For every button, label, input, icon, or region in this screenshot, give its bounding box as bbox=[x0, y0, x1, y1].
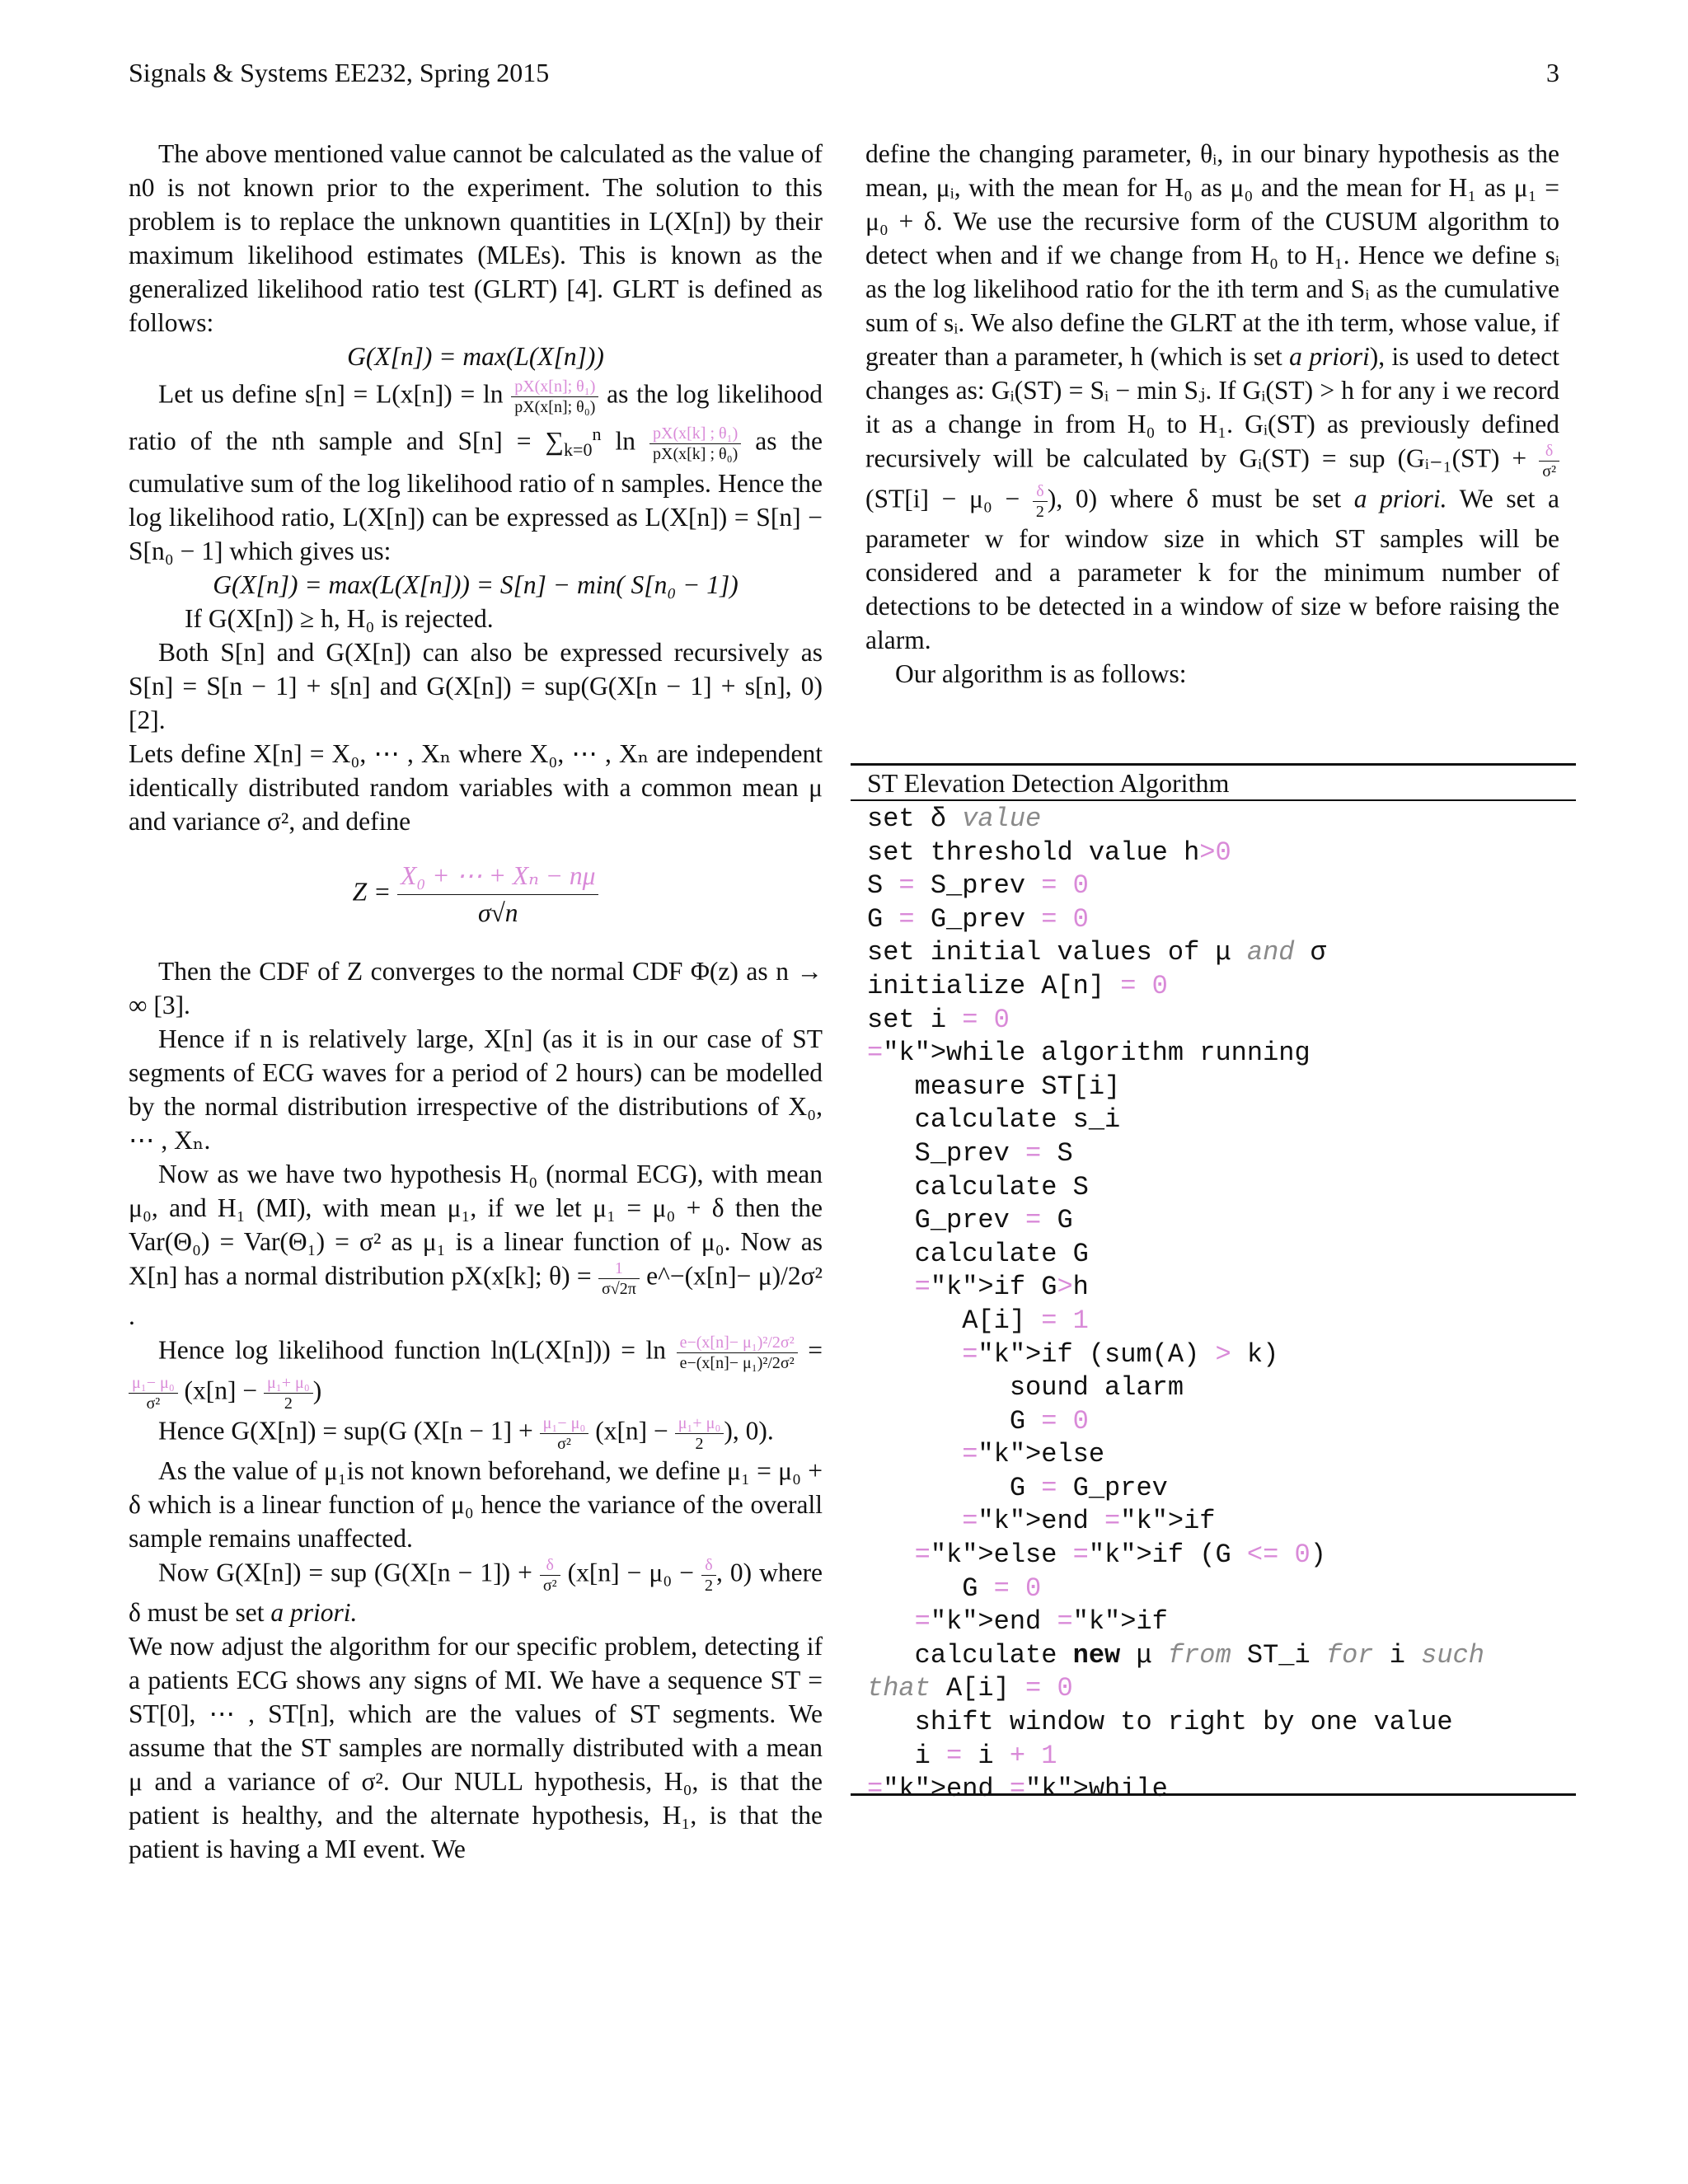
running-header: Signals & Systems EE232, Spring 2015 bbox=[129, 58, 550, 87]
denominator: 2 bbox=[705, 1576, 713, 1595]
paragraph: Both S[n] and G(X[n]) can also be expressed recursively as S[n] = S[n − 1] + s[n] and G(X[n]) = sup(G(X[n − 1] + s[n], 0) [2]. bbox=[129, 637, 823, 734]
code-line: ="k">else bbox=[962, 1439, 1105, 1470]
fraction bbox=[1539, 441, 1559, 481]
code-line: that A[i] = 0 bbox=[867, 1673, 1073, 1704]
denominator: pX(x[k] ; θ₀) bbox=[653, 444, 738, 463]
numerator: δ bbox=[1539, 441, 1559, 462]
denominator: σ² bbox=[557, 1434, 571, 1453]
fraction bbox=[264, 1373, 313, 1413]
text: , 0) where δ must be set bbox=[129, 1558, 823, 1627]
paragraph: The above mentioned value cannot be calculated as the value of n0 is not known prior to the experiment. The solution to this problem is to replace the unknown quantities in L(X[n]) by their maximum likelihood estimates (MLEs). This is known as the generalized likelihood ratio test (GLRT) [4]. GLRT is defined as follows: bbox=[129, 139, 823, 337]
sum-lower: k=0 bbox=[563, 438, 593, 460]
text: Hence log likelihood function ln(L(X[n])) = bbox=[158, 1335, 636, 1365]
code-line: G = 0 bbox=[867, 1572, 1042, 1604]
text: define the changing parameter, θᵢ, in our binary hypothesis as the mean, μᵢ, with the mean for H₀ as μ₀ and the mean for H₁ as μ₁ = μ₀ + δ. We use the recursive form of the CUSUM algorithm to detect when and if we change from H₀ to H₁. Hence we define sᵢ as the log likelihood ratio for the ith term and Sᵢ as the cumulative sum of sᵢ. We also define the GLRT at the ith term, whose value, if greater than a parameter, h (which is set bbox=[865, 139, 1559, 371]
code-line: sound alarm bbox=[867, 1372, 1184, 1404]
numerator: δ bbox=[540, 1555, 560, 1576]
algorithm-bottom-rule bbox=[851, 1793, 1576, 1796]
text: ), is used to detect changes as: Gᵢ(ST) = Sᵢ − min Sⱼ. If Gᵢ(ST) > h for any i we record it as a change in from H₀ to H₁. Gᵢ(ST) as previously defined recursively will be calculated by Gᵢ(ST) = sup (Gᵢ₋₁(ST) + bbox=[865, 342, 1559, 473]
code-line: G = G_prev bbox=[867, 1472, 1168, 1503]
code-line: ="k">if (sum(A) > k) bbox=[962, 1338, 1279, 1370]
algorithm-top-rule bbox=[851, 763, 1576, 766]
denominator: σ√n bbox=[477, 898, 518, 927]
code-line: ="k">end ="k">if bbox=[962, 1506, 1216, 1537]
numerator: μ₁+ μ₀ bbox=[675, 1413, 724, 1434]
fraction bbox=[540, 1413, 589, 1454]
text: Now as we have two hypothesis H₀ (normal ECG), with mean μ₀, and H₁ (MI), with mean μ₁, if we let μ₁ = μ₀ + δ then the Var(Θ₀) = Var(Θ₁) = σ² as μ₁ is a linear function of μ₀. Now as X[n] has a normal distribution pX(x[k]; θ) = bbox=[129, 1159, 823, 1291]
text: (x[n] − bbox=[184, 1376, 258, 1405]
code-line: ="k">else ="k">if (G <= 0) bbox=[914, 1540, 1326, 1571]
text: (ST[i] − μ₀ − bbox=[865, 484, 1020, 513]
code-line: G_prev = G bbox=[867, 1205, 1073, 1236]
numerator: μ₁+ μ₀ bbox=[264, 1373, 313, 1394]
paragraph: Hence log likelihood function ln(L(X[n])) = ln $\frac{\text{e−(x[n]− μ₁)²/2σ²}}{\text{e−(x[n]− μ₁)²/2σ²}}$ = $\frac{\text{μ₁− μ₀}}{\text{σ²}}$ (x[n] − $\frac{\text{μ₁+ μ₀}}{2}$ ) bbox=[129, 1333, 823, 1413]
algorithm-title: ST Elevation Detection Algorithm bbox=[867, 768, 1230, 798]
numerator: μ₁− μ₀ bbox=[540, 1413, 589, 1434]
denominator: σ² bbox=[146, 1394, 161, 1413]
fraction bbox=[1033, 481, 1048, 522]
code-line: calculate new μ from ST_i for i such bbox=[867, 1639, 1484, 1671]
paragraph bbox=[865, 137, 1559, 657]
text: (x[n] − bbox=[595, 1416, 668, 1446]
text: ), 0) where δ must be set bbox=[1047, 484, 1342, 513]
code-line: ="k">end ="k">if bbox=[914, 1606, 1168, 1638]
code-line: calculate s_i bbox=[867, 1104, 1121, 1136]
right-column bbox=[865, 137, 1559, 691]
code-line: set i = 0 bbox=[867, 1004, 1010, 1035]
left-column bbox=[129, 137, 823, 1866]
italic-text: a priori. bbox=[1353, 484, 1447, 513]
numerator: μ₁− μ₀ bbox=[129, 1373, 178, 1394]
text: (x[n] − μ₀ − bbox=[567, 1558, 694, 1587]
code-line: shift window to right by one value bbox=[867, 1707, 1453, 1738]
text: ln bbox=[645, 1335, 667, 1365]
paragraph bbox=[129, 1555, 823, 1629]
sum-upper: n bbox=[592, 424, 602, 444]
code-line: calculate G bbox=[867, 1238, 1089, 1269]
page-number: 3 bbox=[1546, 58, 1559, 87]
italic-text: a priori. bbox=[270, 1597, 358, 1627]
numerator: e−(x[n]− μ₁)²/2σ² bbox=[677, 1333, 798, 1353]
code-line: ="k">if G>h bbox=[914, 1272, 1089, 1303]
fraction bbox=[677, 1333, 798, 1373]
text: Z = bbox=[352, 877, 392, 907]
denominator: 2 bbox=[695, 1434, 704, 1453]
denominator: 2 bbox=[1035, 503, 1044, 521]
fraction bbox=[598, 1258, 640, 1299]
paragraph: Then the CDF of Z converges to the normal CDF Φ(z) as n → ∞ [3]. bbox=[129, 956, 823, 1019]
italic-text: a priori bbox=[1289, 342, 1370, 371]
paragraph: As the value of μ₁is not known beforehand, we define μ₁ = μ₀ + δ which is a linear function of μ₀ hence the variance of the overall sample remains unaffected. bbox=[129, 1455, 823, 1553]
paragraph: Lets define X[n] = X₀, ⋯ , Xₙ where X₀, ⋯ , Xₙ are independent identically distributed random variables with a common mean μ and variance σ², and define bbox=[129, 738, 823, 836]
numerator: δ bbox=[1033, 481, 1048, 502]
numerator: δ bbox=[701, 1555, 716, 1576]
fraction bbox=[675, 1413, 724, 1454]
code-line: ="k">while algorithm running bbox=[867, 1038, 1311, 1069]
text: Now G(X[n]) = sup (G(X[n − 1]) + bbox=[158, 1558, 532, 1587]
z-equation bbox=[129, 858, 823, 931]
code-line: set threshold value h>0 bbox=[867, 837, 1231, 868]
code-line: measure ST[i] bbox=[867, 1071, 1121, 1102]
code-line: ="k">end ="k">while bbox=[867, 1774, 1168, 1805]
denominator: σ² bbox=[542, 1576, 557, 1595]
denominator: σ√2π bbox=[601, 1279, 636, 1298]
numerator: pX(x[k] ; θ₁) bbox=[649, 424, 741, 444]
text: Let us define s[n] = L(x[n]) = ln bbox=[158, 379, 504, 409]
fraction bbox=[129, 1373, 178, 1413]
algorithm-title-rule bbox=[851, 799, 1576, 801]
code-line: set δ value bbox=[867, 804, 1042, 834]
numerator: 1 bbox=[598, 1258, 640, 1279]
code-line: G = 0 bbox=[867, 1405, 1089, 1436]
text: as the log likelihood ratio of the nth sample and S[n] = ∑ bbox=[129, 379, 823, 456]
code-line: initialize A[n] = 0 bbox=[867, 970, 1168, 1001]
code-line: S_prev = S bbox=[867, 1137, 1073, 1169]
equation: G(X[n]) = max(L(X[n])) = S[n] − min( S[n₀ − 1]) bbox=[213, 569, 738, 599]
fraction bbox=[511, 377, 598, 417]
denominator: e−(x[n]− μ₁)²/2σ² bbox=[679, 1353, 795, 1372]
code-line: S = S_prev = 0 bbox=[867, 870, 1089, 902]
code-line: set initial values of μ and σ bbox=[867, 937, 1326, 968]
paragraph bbox=[129, 1157, 823, 1333]
text: Hence G(X[n]) = sup(G (X[n − 1] + bbox=[158, 1416, 533, 1446]
text: e^−(x[n]− μ)/2σ² . bbox=[129, 1261, 823, 1330]
paragraph: If G(X[n]) ≥ h, H₀ is rejected. bbox=[185, 603, 494, 633]
code-line: G = G_prev = 0 bbox=[867, 903, 1089, 935]
fraction bbox=[540, 1555, 560, 1596]
code-line: A[i] = 1 bbox=[867, 1305, 1089, 1336]
fraction bbox=[397, 858, 598, 931]
paragraph: Our algorithm is as follows: bbox=[895, 659, 1187, 688]
denominator: pX(x[n]; θ₀) bbox=[514, 398, 596, 416]
equation: G(X[n]) = max(L(X[n])) bbox=[347, 342, 604, 371]
code-line: calculate S bbox=[867, 1171, 1089, 1202]
text: ), 0). bbox=[724, 1416, 774, 1446]
text: as the cumulative sum of the log likelihood ratio of n samples. Hence the log likelihood ratio, L(X[n]) can be expressed as L(X[n]) = S[n] − S[n₀ − 1] which gives us: bbox=[129, 426, 823, 565]
fraction bbox=[649, 424, 741, 464]
text: We set a parameter w for window size in which ST samples will be considered and a parameter k for the minimum number of detections to be detected in a window of size w before raising the alarm. bbox=[865, 484, 1560, 654]
paragraph bbox=[129, 1413, 823, 1454]
denominator: σ² bbox=[1542, 462, 1557, 480]
denominator: 2 bbox=[284, 1394, 293, 1413]
paragraph: Hence if n is relatively large, X[n] (as it is in our case of ST segments of ECG waves for a period of 2 hours) can be modelled by the normal distribution irrespective of the distributions of X₀, ⋯ , Xₙ. bbox=[129, 1024, 823, 1155]
text: ln bbox=[615, 426, 636, 456]
code-line: i = i + 1 bbox=[867, 1740, 1057, 1771]
algorithm-code bbox=[867, 803, 1484, 1807]
paragraph bbox=[129, 377, 823, 568]
paragraph: We now adjust the algorithm for our specific problem, detecting if a patients ECG shows any signs of MI. We have a sequence ST = ST[0], ⋯ , ST[n], which are the values of ST segments. We assume that the ST samples are normally distributed with a mean μ and a variance of σ². Our NULL hypothesis, H₀, is that the patient is healthy, and the alternate hypothesis, H₁, is that the patient is having a MI event. We bbox=[129, 1631, 823, 1863]
numerator: pX(x[n]; θ₁) bbox=[511, 377, 598, 397]
fraction bbox=[701, 1555, 716, 1596]
numerator: X₀ + ⋯ + Xₙ − nμ bbox=[397, 858, 598, 895]
